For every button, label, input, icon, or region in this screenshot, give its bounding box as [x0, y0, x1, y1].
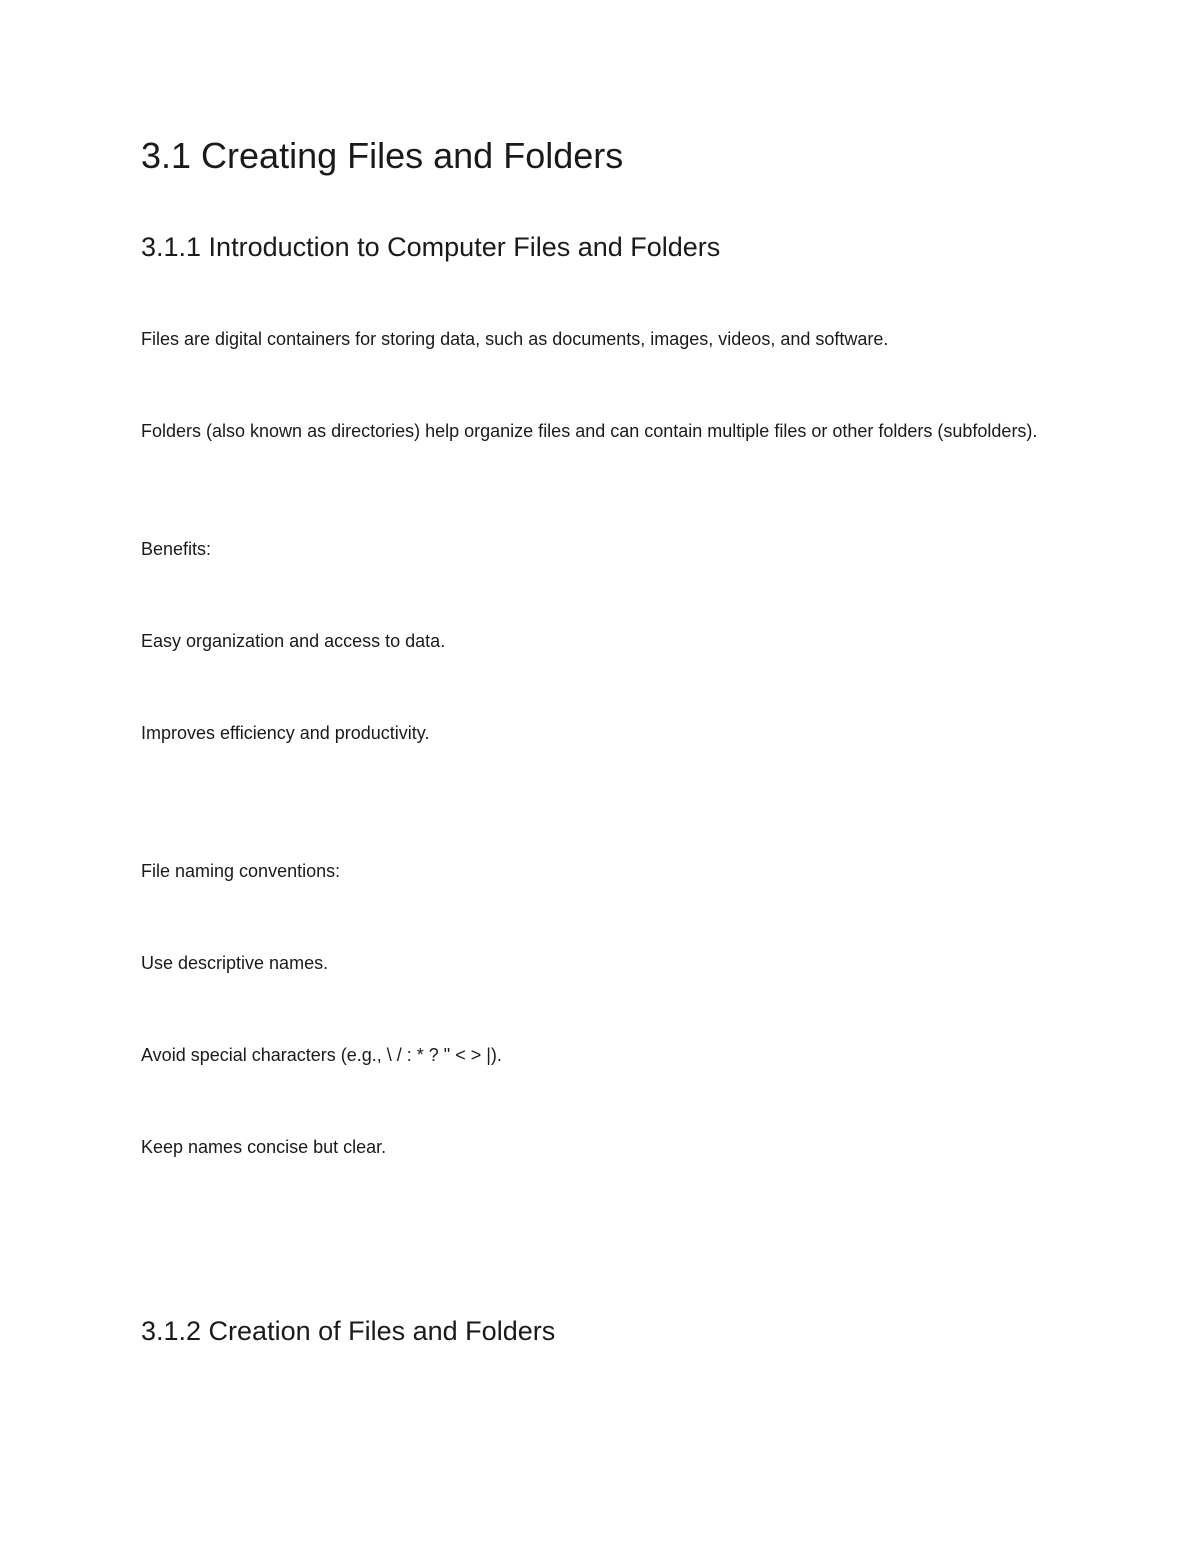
paragraph-folders: Folders (also known as directories) help organize files and can contain multiple files or other folders (subfolders). [141, 421, 1038, 441]
section-heading-3-1: 3.1 Creating Files and Folders [141, 135, 624, 176]
section-heading-3-1-1: 3.1.1 Introduction to Computer Files and Folders [141, 232, 721, 262]
benefit-item: Easy organization and access to data. [141, 631, 446, 651]
benefits-label: Benefits: [141, 539, 212, 559]
naming-convention-item: Keep names concise but clear. [141, 1137, 387, 1157]
benefit-item: Improves efficiency and productivity. [141, 723, 430, 743]
naming-conventions-label: File naming conventions: [141, 861, 341, 881]
naming-convention-item: Use descriptive names. [141, 953, 329, 973]
paragraph-files: Files are digital containers for storing data, such as documents, images, videos, and software. [141, 329, 889, 349]
section-heading-3-1-2: 3.1.2 Creation of Files and Folders [141, 1316, 556, 1346]
naming-convention-item: Avoid special characters (e.g., \ / : * ? " < > |). [141, 1045, 502, 1065]
